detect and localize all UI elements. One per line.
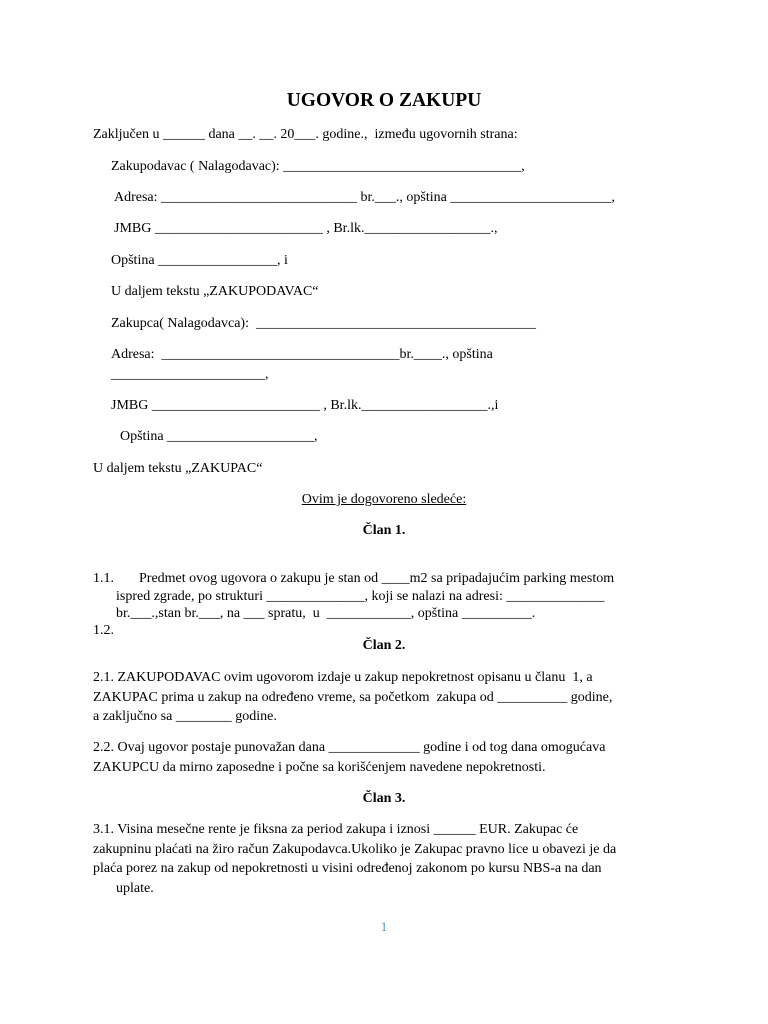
item-1-2-number: 1.2. [93, 623, 114, 638]
article-3-p1-line-4: uplate. [116, 881, 154, 896]
landlord-municipality-line: Opština _________________, i [111, 253, 288, 268]
item-1-1-line-3: br.___.,stan br.___, na ___ spratu, u ____________, opština __________. [116, 606, 536, 621]
agreed-heading: Ovim je dogovoreno sledeće: [301, 492, 467, 507]
article-2-p2-line-1: 2.2. Ovaj ugovor postaje punovažan dana _____________ godine i od tog dana omogućava [93, 740, 606, 755]
tenant-municipality-line: Opština _____________________, [120, 429, 318, 444]
item-1-1-number: 1.1. [93, 571, 114, 586]
tenant-address-line-1: Adresa: __________________________________br.____., opština [111, 347, 493, 362]
item-1-1-line-1: Predmet ovog ugovora o zakupu je stan od ____m2 sa pripadajućim parking mestom [139, 571, 615, 586]
article-2-heading: Član 2. [362, 638, 406, 653]
landlord-name-line: Zakupodavac ( Nalagodavac): __________________________________, [111, 159, 525, 174]
landlord-address-line: Adresa: ____________________________ br.___., opština _______________________, [114, 190, 615, 205]
article-3-p1-line-1: 3.1. Visina mesečne rente je fiksna za period zakupa i iznosi ______ EUR. Zakupac će [93, 822, 579, 837]
article-2-p1-line-3: a zaključno sa ________ godine. [93, 709, 277, 724]
article-2-p2-line-2: ZAKUPCU da mirno zaposedne i počne sa korišćenjem navedene nepokretnosti. [93, 760, 546, 775]
article-2-p1-line-1: 2.1. ZAKUPODAVAC ovim ugovorom izdaje u zakup nepokretnost opisanu u članu 1, a [93, 670, 593, 685]
landlord-jmbg-line: JMBG ________________________ , Br.lk.__________________., [114, 221, 498, 236]
article-3-heading: Član 3. [362, 791, 406, 806]
article-3-p1-line-3: plaća porez na zakup od nepokretnosti u visini određenoj zakonom po kursu NBS-a na dan [93, 861, 602, 876]
landlord-alias-line: U daljem tekstu „ZAKUPODAVAC“ [111, 284, 319, 299]
tenant-jmbg-line: JMBG ________________________ , Br.lk.__________________.,i [111, 398, 499, 413]
intro-line: Zaključen u ______ dana __. __. 20___. godine., između ugovornih strana: [93, 127, 518, 142]
article-2-p1-line-2: ZAKUPAC prima u zakup na određeno vreme, sa početkom zakupa od __________ godine, [93, 690, 613, 705]
tenant-name-line: Zakupca( Nalagodavca): ________________________________________ [111, 316, 536, 331]
page-number: 1 [380, 919, 388, 934]
article-1-heading: Član 1. [362, 523, 406, 538]
tenant-address-line-2: ______________________, [111, 367, 269, 382]
tenant-alias-line: U daljem tekstu „ZAKUPAC“ [93, 461, 263, 476]
item-1-1-line-2: ispred zgrade, po strukturi ______________, koji se nalazi na adresi: ______________ [116, 589, 605, 604]
document-title: UGOVOR O ZAKUPU [286, 90, 482, 111]
article-3-p1-line-2: zakupninu plaćati na žiro račun Zakupodavca.Ukoliko je Zakupac pravno lice u obavezi je da [93, 842, 617, 857]
